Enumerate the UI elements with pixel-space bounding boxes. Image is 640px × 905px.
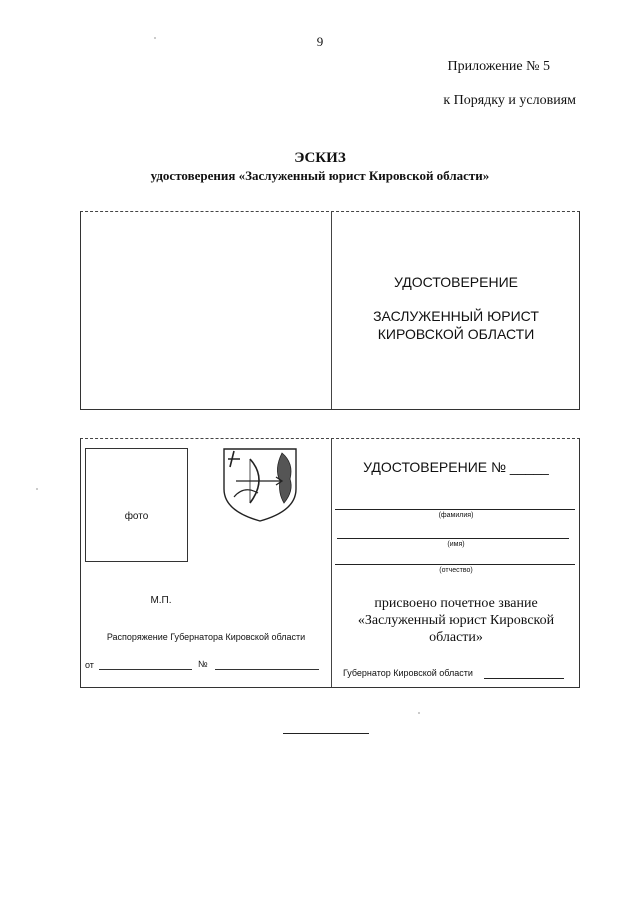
seal-placeholder: М.П.: [150, 595, 172, 606]
cover-title: УДОСТОВЕРЕНИЕ: [394, 274, 518, 290]
surname-field: [335, 509, 575, 510]
end-of-document-rule: [283, 733, 369, 734]
certificate-inner: [80, 438, 580, 688]
governor-signature-field: [484, 678, 564, 679]
governor-signature-label: Губернатор Кировской области: [343, 668, 473, 678]
award-text-line2: «Заслуженный юрист Кировской: [357, 613, 555, 628]
surname-caption: (фамилия): [438, 512, 474, 519]
name-caption: (имя): [447, 541, 465, 548]
appendix-label: Приложение № 5: [447, 59, 550, 74]
patronymic-field: [335, 564, 575, 565]
scan-speck: [154, 37, 156, 39]
order-number-label: №: [198, 659, 208, 669]
award-text-line3: области»: [429, 630, 483, 645]
order-date-field: [99, 669, 192, 670]
certificate-cover: [80, 211, 580, 410]
patronymic-caption: (отчество): [439, 567, 473, 574]
order-date-label: от: [85, 660, 94, 670]
photo-placeholder: [85, 448, 188, 562]
governor-order-label: Распоряжение Губернатора Кировской области: [106, 632, 306, 642]
scan-speck: [418, 712, 420, 714]
document-title: ЭСКИЗ: [294, 150, 346, 166]
cover-honorary-title-line2: КИРОВСКОЙ ОБЛАСТИ: [377, 326, 535, 342]
name-field: [337, 538, 569, 539]
coat-of-arms-icon: [220, 445, 300, 523]
scan-speck: [36, 488, 38, 490]
appendix-reference: к Порядку и условиям: [443, 93, 576, 108]
order-number-field: [215, 669, 319, 670]
award-text-line1: присвоено почетное звание: [374, 596, 538, 611]
photo-label: фото: [124, 511, 149, 522]
certificate-number-title: УДОСТОВЕРЕНИЕ № _____: [363, 459, 549, 475]
inner-fold-line: [331, 439, 332, 687]
page-number: 9: [316, 34, 324, 49]
cover-honorary-title-line1: ЗАСЛУЖЕННЫЙ ЮРИСТ: [373, 308, 539, 324]
document-subtitle: удостоверения «Заслуженный юрист Кировской области»: [150, 168, 490, 183]
